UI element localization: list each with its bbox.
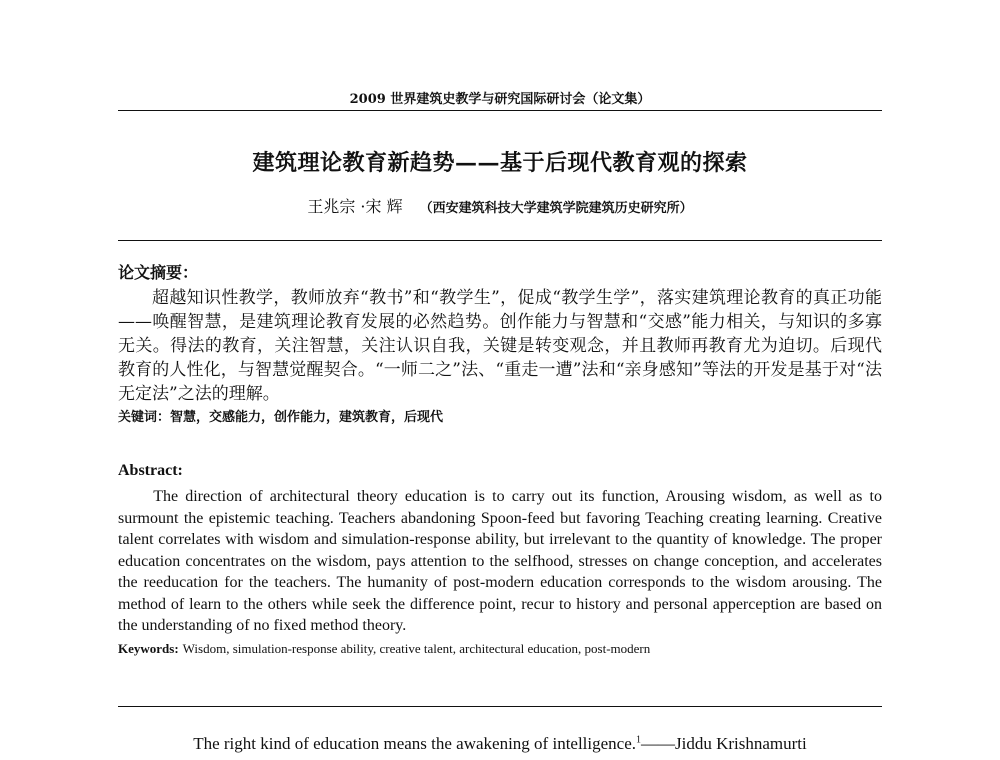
author-line	[118, 194, 882, 217]
epigraph-attribution: ——Jiddu Krishnamurti	[641, 734, 807, 753]
paper-title: 建筑理论教育新趋势——基于后现代教育观的探索	[252, 150, 748, 176]
chinese-abstract-heading: 论文摘要：	[118, 263, 199, 282]
english-abstract-section	[118, 460, 882, 659]
chinese-keywords: 关键词：智慧，交感能力，创作能力，建筑教育，后现代	[118, 410, 444, 425]
english-abstract-heading: Abstract:	[118, 462, 183, 479]
footnote-marker[interactable]: 1	[636, 734, 642, 746]
english-keywords	[118, 639, 882, 659]
chinese-abstract-section	[118, 262, 882, 428]
author-affiliation: （西安建筑科技大学建筑学院建筑历史研究所）	[419, 201, 693, 216]
abstract-end-rule	[118, 706, 882, 707]
english-abstract-text: The direction of architectural theory education is to carry out its function, Arousing wisdom, as well as to surmount the epistemic teaching. Teachers abandoning Spoon-feed but favoring Teaching creating learning. Creative talent correlates with wisdom and simulation-response ability, but irrelevant to the quantity of knowledge. The proper education concentrates on the wisdom, pays attention to the selfhood, stresses on change conception, and accelerates the reeducation for the teachers. The humanity of post-modern education corresponds to the wisdom arousing. The method of learn to the others while seek the difference point, recur to history and personal apperception are based on the understanding of no fixed method theory.	[118, 488, 882, 634]
author-names: 王兆宗 ·宋 辉	[307, 197, 403, 216]
header-rule	[118, 110, 882, 111]
english-keywords-list: Wisdom, simulation-response ability, creative talent, architectural education, post-modern	[182, 640, 651, 656]
epigraph-quote: The right kind of education means the awakening of intelligence.	[193, 734, 637, 753]
running-header: 2009 世界建筑史教学与研究国际研讨会（论文集）	[349, 92, 651, 107]
chinese-abstract-text: 超越知识性教学，教师放弃“教书”和“教学生”，促成“教学生学”，落实建筑理论教育的真正功能——唤醒智慧，是建筑理论教育发展的必然趋势。创作能力与智慧和“交感”能力相关，与知识的多寡无关。得法的教育，关注智慧，关注认识自我，关键是转变观念，并且教师再教育尤为迫切。后现代教育的人性化，与智慧觉醒契合。“一师二之”法、“重走一遭”法和“亲身感知”等法的开发是基于对“法无定法”之法的理解。	[118, 288, 882, 404]
english-keywords-label: Keywords:	[118, 640, 179, 656]
title-rule	[118, 240, 882, 241]
epigraph	[118, 734, 882, 754]
